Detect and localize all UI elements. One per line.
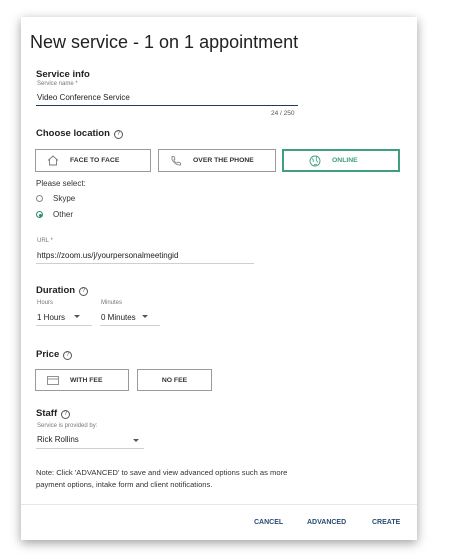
minutes-underline <box>100 325 160 326</box>
advanced-note <box>36 467 287 491</box>
other-label: Other <box>53 210 74 219</box>
staff-heading <box>36 408 70 419</box>
globe-icon <box>308 155 322 167</box>
chevron-down-icon <box>74 315 80 318</box>
provider-underline <box>36 448 144 449</box>
no-fee-button[interactable] <box>137 369 212 391</box>
hours-underline <box>36 325 92 326</box>
home-icon <box>46 155 60 167</box>
provider-select[interactable] <box>37 435 79 444</box>
hours-value: 1 Hours <box>37 313 66 322</box>
new-service-dialog <box>21 17 417 540</box>
price-label: Price <box>36 349 60 360</box>
url-input[interactable]: https://zoom.us/j/yourpersonalmeetingid <box>37 251 179 260</box>
advanced-note-line-1: Note: Click 'ADVANCED' to save and view advanced options such as more <box>36 468 288 477</box>
over-the-phone-label: OVER THE PHONE <box>193 157 254 164</box>
credit-card-icon <box>46 374 60 386</box>
service-name-input[interactable]: Video Conference Service <box>37 93 130 102</box>
other-radio[interactable] <box>36 211 43 218</box>
phone-icon <box>169 155 183 167</box>
hours-select[interactable] <box>37 313 80 322</box>
advanced-note-line-2: payment options, intake form and client notifications. <box>36 480 213 489</box>
minutes-label: Minutes <box>101 300 123 306</box>
provider-label: Service is provided by: <box>37 423 98 429</box>
url-underline <box>36 263 254 264</box>
staff-label: Staff <box>36 408 58 419</box>
dialog-title: New service - 1 on 1 appointment <box>30 32 299 52</box>
cancel-button[interactable]: CANCEL <box>254 519 284 526</box>
face-to-face-button[interactable] <box>35 149 151 172</box>
help-icon[interactable]: ? <box>114 130 123 139</box>
choose-location-heading <box>36 128 123 139</box>
skype-label: Skype <box>53 194 76 203</box>
duration-heading <box>36 285 88 296</box>
create-button[interactable]: CREATE <box>372 519 401 526</box>
footer-divider <box>21 504 417 505</box>
char-count: 24 / 250 <box>271 110 295 117</box>
chevron-down-icon <box>133 439 139 442</box>
with-fee-button[interactable] <box>35 369 129 391</box>
help-icon[interactable]: ? <box>61 410 70 419</box>
face-to-face-label: FACE TO FACE <box>70 157 120 164</box>
price-heading <box>36 349 72 360</box>
minutes-select[interactable] <box>101 313 148 322</box>
no-fee-label: NO FEE <box>161 376 188 384</box>
hours-label: Hours <box>37 300 54 306</box>
help-icon[interactable]: ? <box>63 351 72 360</box>
service-info-heading: Service info <box>36 69 90 80</box>
online-button[interactable] <box>282 149 400 172</box>
skype-radio[interactable] <box>36 195 43 202</box>
duration-label: Duration <box>36 285 76 296</box>
provider-value: Rick Rollins <box>37 435 79 444</box>
online-label: ONLINE <box>332 157 358 164</box>
url-label: URL * <box>37 238 53 244</box>
help-icon[interactable]: ? <box>79 287 88 296</box>
minutes-value: 0 Minutes <box>101 313 136 322</box>
choose-location-label: Choose location <box>36 128 110 139</box>
please-select-label: Please select: <box>36 179 86 188</box>
chevron-down-icon <box>142 315 148 318</box>
advanced-button[interactable]: ADVANCED <box>307 519 347 526</box>
service-name-underline <box>36 105 298 106</box>
over-the-phone-button[interactable] <box>158 149 276 172</box>
with-fee-label: WITH FEE <box>70 376 103 384</box>
service-name-label: Service name * <box>37 81 78 87</box>
